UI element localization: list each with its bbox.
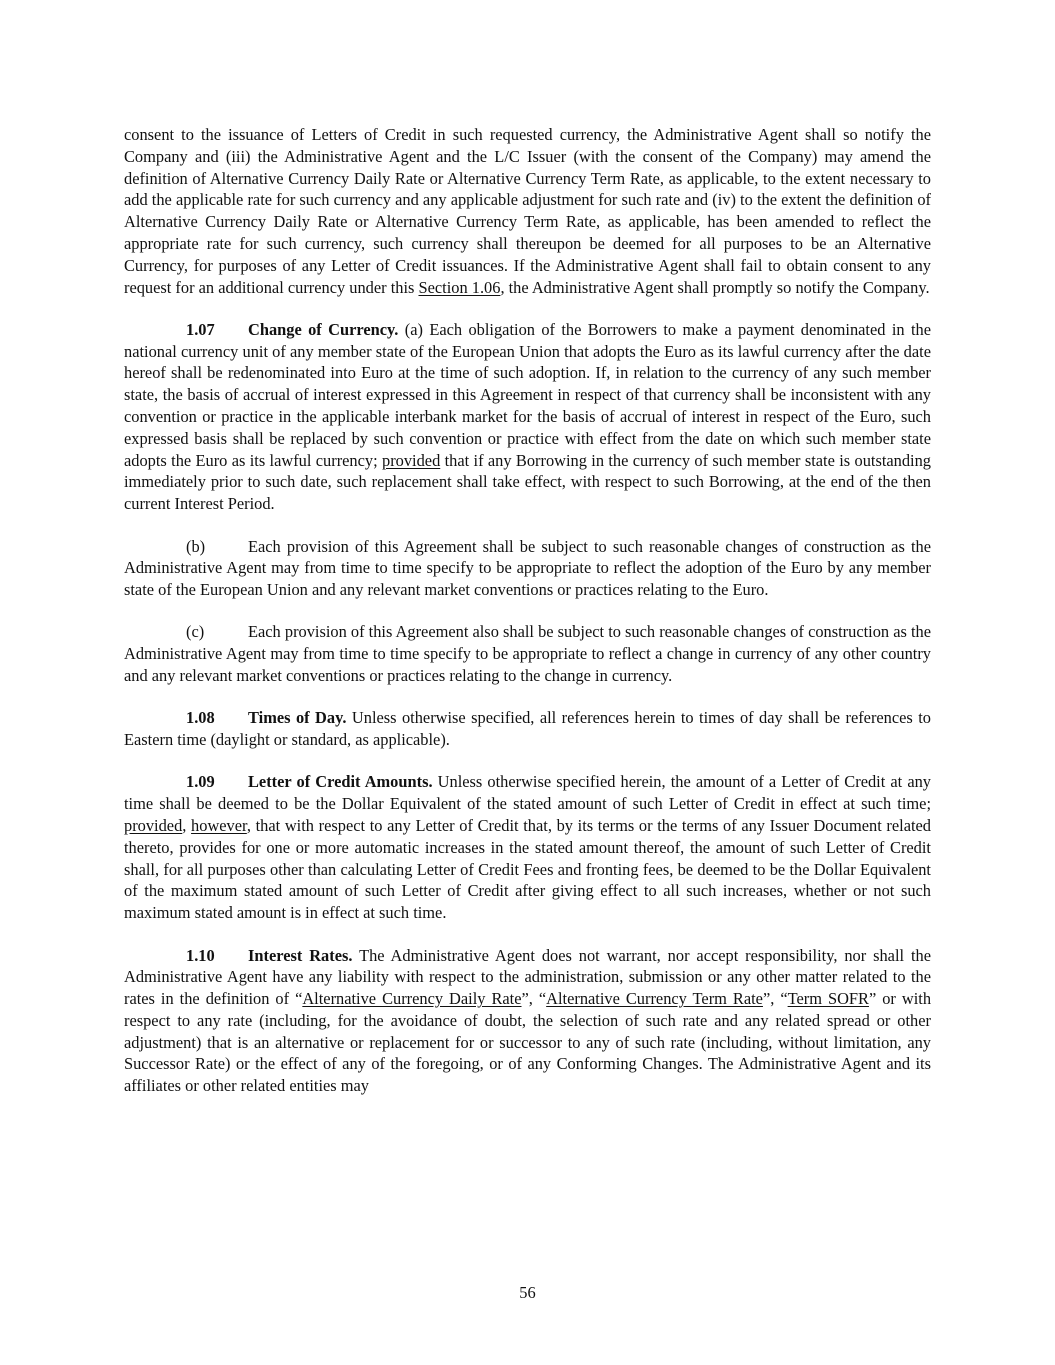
defined-term: Term SOFR <box>787 989 869 1009</box>
section-heading: Change of Currency. <box>248 319 399 339</box>
punctuation: ”, “ <box>762 989 788 1009</box>
page-number: 56 <box>519 1283 536 1302</box>
section-1-08 <box>124 707 931 751</box>
subsection-label: (c) <box>186 622 205 642</box>
subsection-label: (b) <box>186 536 206 556</box>
paragraph-text: Each provision of this Agreement also shall be subject to such reasonable changes of construction as the Administrative Agent may from time to time specify to be appropriate to reflect a change in currency of any other country and any relevant market conventions or practices relating to the change in currency. <box>124 622 931 686</box>
section-number: 1.09 <box>186 772 215 792</box>
defined-term: Alternative Currency Daily Rate <box>302 989 522 1009</box>
paragraph-text: that if any Borrowing in the currency of such member state is outstanding immediately prior to such date, such replacement shall take effect, with respect to such Borrowing, at the end of the then current Interest Period. <box>124 450 931 514</box>
section-1-09 <box>124 771 931 924</box>
underlined-term: provided <box>382 450 441 470</box>
punctuation: ”, “ <box>521 989 547 1009</box>
section-heading: Times of Day. <box>248 708 347 728</box>
section-1-10 <box>124 945 931 1098</box>
paragraph-text: consent to the issuance of Letters of Credit in such requested currency, the Administrative Agent shall so notify the Company and (iii) the Administrative Agent and the L/C Issuer (with the consent of the Company) may amend the definition of Alternative Currency Daily Rate or Alternative Currency Term Rate, as applicable, to the extent necessary to add the applicable rate for such currency and any applicable adjustment for such rate and (iv) to the extent the definition of Alternative Currency Daily Rate or Alternative Currency Term Rate, as applicable, has been amended to reflect the appropriate rate for such currency, such currency shall thereupon be deemed for all purposes to be an Alternative Currency, for purposes of any Letter of Credit issuances. If the Administrative Agent shall fail to obtain consent to any request for an additional currency under this <box>124 125 931 297</box>
section-1-07 <box>124 319 931 515</box>
section-number: 1.08 <box>186 708 215 728</box>
defined-term: Alternative Currency Term Rate <box>546 989 763 1009</box>
paragraph-text: , the Administrative Agent shall promptly so notify the Company. <box>500 277 930 297</box>
paragraph-text: Each provision of this Agreement shall be subject to such reasonable changes of construction as the Administrative Agent may from time to time specify to be appropriate to reflect the adoption of the Euro by any member state of the European Union and any relevant market conventions or practices relating to the Euro. <box>124 536 931 600</box>
section-number: 1.10 <box>186 945 215 965</box>
paragraph-text: , that with respect to any Letter of Credit that, by its terms or the terms of any Issuer Document related thereto, provides for one or more automatic increases in the stated amount thereof, the amount of such Letter of Credit shall, for all purposes other than calculating Letter of Credit Fees and fronting fees, be deemed to be the Dollar Equivalent of the maximum stated amount of such Letter of Credit after giving effect to all such increases, whether or not such maximum stated amount is in effect at such time. <box>124 816 931 923</box>
paragraph-text: Unless otherwise specified, all references herein to times of day shall be references to Eastern time (daylight or standard, as applicable). <box>124 708 931 750</box>
underlined-term: however <box>191 816 247 836</box>
section-heading: Interest Rates. <box>248 945 353 965</box>
section-number: 1.07 <box>186 319 215 339</box>
paragraph-continuation <box>124 124 931 298</box>
underlined-term: provided <box>124 816 183 836</box>
section-1-07-b <box>124 536 931 601</box>
paragraph-text: Unless otherwise specified herein, the amount of a Letter of Credit at any time shall be deemed to be the Dollar Equivalent of the stated amount of such Letter of Credit in effect at such time; <box>124 772 931 814</box>
punctuation: , <box>182 816 192 836</box>
paragraph-text: (a) Each obligation of the Borrowers to make a payment denominated in the national currency unit of any member state of the European Union that adopts the Euro as its lawful currency after the date hereof shall be redenominated into Euro at the time of such adoption. If, in relation to the currency of any such member state, the basis of accrual of interest expressed in this Agreement in respect of that currency shall be inconsistent with any convention or practice in the applicable interbank market for the basis of accrual of interest in respect of the Euro, such expressed basis shall be replaced by such convention or practice with effect from the date on which such member state adopts the Euro as its lawful currency; <box>124 319 931 470</box>
section-reference: Section 1.06 <box>418 277 501 297</box>
section-1-07-c <box>124 621 931 686</box>
section-heading: Letter of Credit Amounts. <box>248 772 433 792</box>
paragraph-text: ” or with respect to any rate (including, for the avoidance of doubt, the selection of such rate and any related spread or other adjustment) that is an alternative or replacement for or successor to any of such rate (including, without limitation, any Successor Rate) or the effect of any of the foregoing, or of any Conforming Changes. The Administrative Agent and its affiliates or other related entities may <box>124 989 932 1096</box>
paragraph-text: The Administrative Agent does not warrant, nor accept responsibility, nor shall the Administrative Agent have any liability with respect to the administration, submission or any other matter related to the rates in the definition of “ <box>124 945 931 1009</box>
document-page <box>124 124 931 1118</box>
